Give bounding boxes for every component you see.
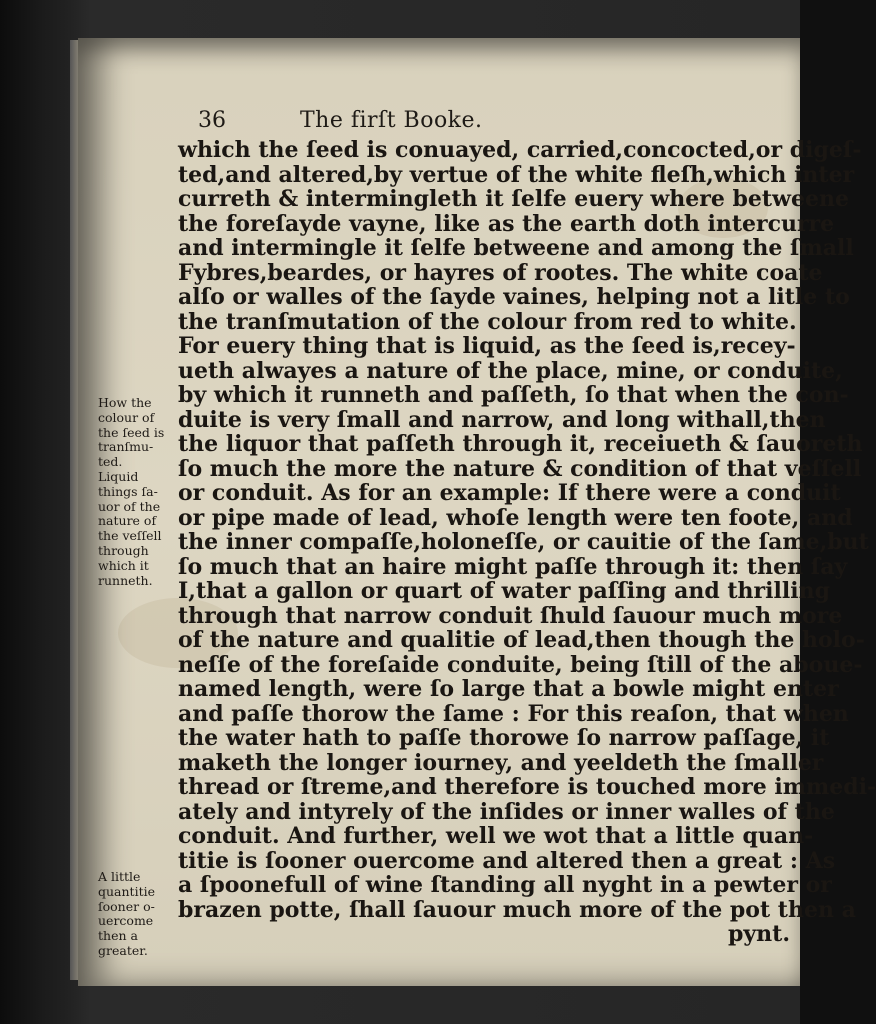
page-header <box>190 108 750 138</box>
text-line: named length, were ſo large that a bowle might enter <box>178 676 839 702</box>
margin-note-line: quantitie <box>98 883 155 899</box>
text-line: or pipe made of lead, whoſe length were ten foote, and <box>178 504 853 531</box>
text-line: by which it runneth and paſſeth, ſo that when the con- <box>178 382 849 408</box>
text-line: neſſe of the foreſaide conduite, being ſtill of the aboue- <box>178 651 863 678</box>
text-line: maketh the longer iourney, and yeeldeth the ſmaller <box>178 749 824 776</box>
text-line: the water hath to paſſe thorowe ſo narrow paſſage, it <box>178 725 830 751</box>
text-line: and intermingle it ſelfe betweene and among the ſmall <box>178 235 854 261</box>
margin-note-line: which it <box>98 557 149 573</box>
text-line: Fybres,beardes, or hayres of rootes. The white coate <box>178 259 823 286</box>
margin-note-line: uercome <box>98 913 154 929</box>
text-line: the inner compaſſe,holoneſſe, or cauitie of the ſame,but <box>178 529 869 555</box>
margin-note-line: through <box>98 542 149 558</box>
text-line: pynt. <box>728 921 790 947</box>
margin-note-line: nature of <box>98 513 157 529</box>
margin-note-line: ſooner o- <box>98 898 155 914</box>
margin-note-line: things ſa- <box>98 483 158 499</box>
page-number: 36 <box>198 108 226 133</box>
text-line: of the nature and qualitie of lead,then though the holo- <box>178 627 865 653</box>
marginal-note-colour <box>98 396 178 588</box>
text-line: curreth & intermingleth it ſelfe euery where betweene <box>178 186 849 212</box>
main-text-block <box>178 137 876 947</box>
marginal-note-quantitie <box>98 870 178 959</box>
text-line: the tranſmutation of the colour from red to white. <box>178 308 797 335</box>
text-line: and paſſe thorow the ſame : For this reaſon, that when <box>178 700 849 727</box>
text-line: alſo or walles of the ſayde vaines, helping not a litle to <box>178 284 850 310</box>
text-line: thread or ſtreme,and therefore is touched more immedi- <box>178 774 876 800</box>
text-line: or conduit. As for an example: If there were a conduit <box>178 480 841 506</box>
margin-note-line: ted. <box>98 454 123 470</box>
margin-note-line: uor of the <box>98 498 161 514</box>
text-line: ted,and altered,by vertue of the white fleſh,which inter <box>178 161 855 188</box>
text-line: the foreſayde vayne, like as the earth doth intercurre <box>178 210 835 237</box>
margin-note-line: Liquid <box>98 468 139 484</box>
running-title: The firſt Booke. <box>300 108 483 133</box>
text-line: through that narrow conduit ſhuld ſauour much more <box>178 602 843 629</box>
margin-note-line: tranſmu- <box>98 439 154 455</box>
margin-note-line: then a <box>98 928 138 944</box>
margin-note-line: A little <box>98 869 141 884</box>
margin-note-line: How the <box>98 395 152 410</box>
text-line: which the ſeed is conuayed, carried,concocted,or digeſ- <box>178 137 862 163</box>
margin-note-line: colour of <box>98 409 155 425</box>
margin-note-line: the veſſell <box>98 528 162 544</box>
text-line: ſo much that an haire might paſſe through it: then ſay <box>178 553 848 580</box>
margin-note-line: greater. <box>98 942 148 958</box>
margin-note-line: the ſeed is <box>98 424 165 440</box>
text-line: brazen potte, ſhall ſauour much more of the pot then a <box>178 896 856 923</box>
text-line: For euery thing that is liquid, as the ſeed is,recey- <box>178 333 796 359</box>
text-line: a ſpoonefull of wine ſtanding all nyght in a pewter or <box>178 872 832 898</box>
text-line: ueth alwayes a nature of the place, mine, or conduite, <box>178 357 843 384</box>
text-line: conduit. And further, well we wot that a little quan- <box>178 823 814 849</box>
text-line: I,that a gallon or quart of water paſſing and thrilling <box>178 578 830 604</box>
text-line: ately and intyrely of the inſides or inner walles of the <box>178 798 835 825</box>
text-line: the liquor that paſſeth through it, receiueth & ſauoreth <box>178 431 863 457</box>
text-line: ſo much the more the nature & condition of that veſſell <box>178 455 862 482</box>
margin-note-line: runneth. <box>98 572 153 588</box>
text-line: titie is ſooner ouercome and altered then a great : As <box>178 847 836 874</box>
text-line: duite is very ſmall and narrow, and long withall,then <box>178 406 826 433</box>
